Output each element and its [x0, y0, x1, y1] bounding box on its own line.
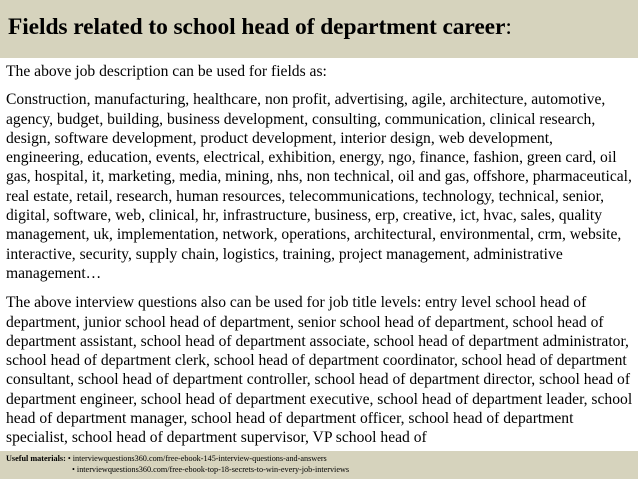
intro-text: The above job description can be used for fields as:	[6, 63, 327, 80]
title-colon: :	[505, 14, 512, 40]
page-title-text: Fields related to school head of department career	[8, 14, 506, 40]
footer-row-2	[72, 464, 349, 475]
fields-paragraph: Construction, manufacturing, healthcare, non profit, advertising, agile, architecture, automotive, agency, budget, building, business development, consulting, communication, clinical research, design, software development, product development, interior design, web development, engineering, education, events, electrical, exhibition, energy, ngo, finance, fashion, green card, oil gas, hospital, it, marketing, media, mining, nhs, non technical, oil and gas, offshore, pharmaceutical, real estate, retail, research, human resources, telecommunications, technology, technical, senior, digital, software, web, clinical, hr, infrastructure, business, erp, creative, ict, hvac, sales, quality management, uk, implementation, network, operations, architectural, environmental, crm, website, interactive, security, supply chain, logistics, training, project management, administrative management…	[6, 91, 632, 282]
title-bar	[0, 0, 638, 58]
footer-label: Useful materials:	[6, 454, 66, 463]
footer-bar	[0, 451, 638, 479]
footer-link-2[interactable]: • interviewquestions360.com/free-ebook-top-18-secrets-to-win-every-job-interviews	[72, 465, 350, 474]
main-content	[6, 62, 634, 448]
footer-row-1	[6, 453, 327, 464]
footer-link-1[interactable]: • interviewquestions360.com/free-ebook-145-interview-questions-and-answers	[67, 454, 327, 463]
levels-paragraph: The above interview questions also can be used for job title levels: entry level school head of department, junior school head of department, senior school head of department, school head of department assistant, school head of department associate, school head of department administrator, school head of department clerk, school head of department coordinator, school head of department consultant, school head of department controller, school head of department director, school head of department engineer, school head of department executive, school head of department leader, school head of department manager, school head of department officer, school head of department specialist, school head of department supervisor, VP school head of	[6, 294, 633, 447]
page-title	[8, 14, 512, 41]
